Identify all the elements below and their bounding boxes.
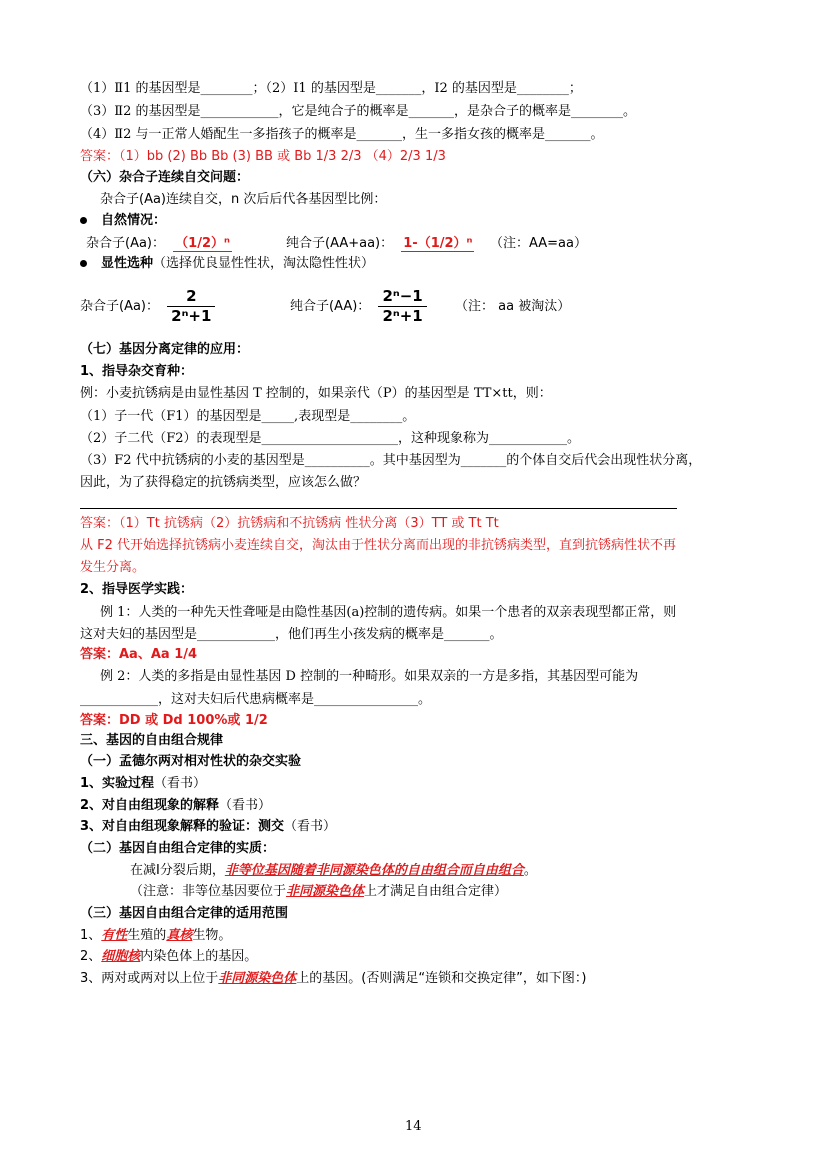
- hom-value: 1-（1/2）ⁿ: [403, 236, 473, 251]
- scope-1: [80, 926, 231, 946]
- essence-red: 非等位基因随着非同源染色体的自由组合而自由组合: [224, 863, 524, 878]
- sub-heading-breeding: 1、指导杂交育种：: [80, 364, 194, 379]
- item-verification-label: 3、对自由组现象解释的验证：测交: [80, 819, 285, 834]
- scope-1-num: 1、: [80, 928, 102, 943]
- question-line-2: （3）Ⅱ2 的基因型是____________，它是纯合子的概率是_______，是杂合子的概率是________。: [80, 104, 637, 119]
- scope-2: [80, 947, 257, 967]
- item-verification: [80, 817, 336, 837]
- item-experiment: [80, 774, 206, 794]
- note-prefix: （注意：非等位基因要位于: [130, 884, 287, 899]
- wheat-answer-3: 发生分离。: [80, 560, 146, 575]
- wheat-q3-line1: （3）F2 代中抗锈病的小麦的基因型是__________。其中基因型为_______的个体自交后代会出现性状分离，: [80, 453, 702, 468]
- answer-line: 答案：（1）bb (2) Bb Bb (3) BB 或 Bb 1/3 2/3 （4）2/3 1/3: [80, 149, 446, 164]
- wheat-q1: （1）子一代（F1）的基因型是_____,表现型是________。: [80, 409, 416, 424]
- scope-1-end: 生物。: [192, 928, 232, 943]
- item-experiment-note: （看书）: [154, 776, 207, 791]
- example-wheat: 例：小麦抗锈病是由显性基因 T 控制的，如果亲代（P）的基因型是 TT×tt，则：: [80, 386, 552, 401]
- section-7-heading: （七）基因分离定律的应用：: [80, 342, 250, 357]
- scope-3: [80, 969, 586, 989]
- example-2-line1: 例 2：人类的多指是由显性基因 D 控制的一种畸形。如果双亲的一方是多指，其基因型可能为: [100, 669, 639, 684]
- het2-label: 杂合子(Aa)：: [80, 299, 160, 314]
- het-value: （1/2）ⁿ: [175, 236, 230, 251]
- dominant-desc: （选择优良显性性状，淘汰隐性性状）: [153, 256, 375, 271]
- example-1-line1: 例 1：人类的一种先天性聋哑是由隐性基因(a)控制的遗传病。如果一个患者的双亲表现型都正常，则: [100, 605, 677, 620]
- example-2-answer: 答案：DD 或 Dd 100%或 1/2: [80, 713, 268, 728]
- section-6-heading: （六）杂合子连续自交问题：: [80, 170, 250, 185]
- dominant-label: 显性选种: [101, 256, 154, 271]
- dominant-selection-row: [80, 254, 374, 274]
- scope-3-end: 上的基因。(否则满足“连锁和交换定律”，如下图：): [296, 971, 587, 986]
- example-1-answer: 答案：Aa、Aa 1/4: [80, 647, 198, 662]
- hom2-fraction: [378, 287, 426, 326]
- section-6-intro: 杂合子(Aa)连续自交，n 次后后代各基因型比例：: [100, 192, 387, 207]
- item-explanation-note: （看书）: [219, 798, 272, 813]
- scope-3-red: 非同源染色体: [218, 971, 297, 986]
- section-3-2-heading: （二）基因自由组合定律的实质：: [80, 841, 276, 856]
- het-label: 杂合子(Aa)：: [86, 236, 166, 251]
- bullet-icon: [80, 217, 87, 224]
- item-explanation: [80, 796, 271, 816]
- note-end: 上才满足自由组合定律）: [364, 884, 508, 899]
- example-2-line2: ____________，这对夫妇后代患病概率是________________。: [80, 692, 432, 707]
- page-number: 14: [405, 1119, 422, 1134]
- section-3-1-heading: （一）孟德尔两对相对性状的杂交实验: [80, 754, 302, 769]
- scope-2-red: 细胞核: [101, 949, 141, 964]
- natural-case-label: 自然情况：: [101, 213, 167, 228]
- item-experiment-label: 1、实验过程: [80, 776, 155, 791]
- note-red: 非同源染色体: [286, 884, 365, 899]
- item-explanation-label: 2、对自由组现象的解释: [80, 798, 220, 813]
- wheat-q2: （2）子二代（F2）的表现型是_____________________，这种现象称为____________。: [80, 431, 581, 446]
- essence-end: 。: [523, 863, 537, 878]
- bullet-icon: [80, 260, 87, 267]
- essence-prefix: 在减Ⅰ分裂后期，: [130, 863, 225, 878]
- het2-fraction: [167, 287, 215, 326]
- section-3-3-heading: （三）基因自由组合定律的适用范围: [80, 906, 289, 921]
- scope-3-prefix: 3、两对或两对以上位于: [80, 971, 219, 986]
- scope-1-red2: 真核: [166, 928, 193, 943]
- item-verification-note: （看书）: [284, 819, 337, 834]
- het2-denominator: 2ⁿ+1: [167, 306, 215, 326]
- note-aa-eliminated: （注： aa 被淘汰）: [455, 299, 571, 314]
- hom2-denominator: 2ⁿ+1: [378, 306, 426, 326]
- wheat-answer-2: 从 F2 代开始选择抗锈病小麦连续自交，淘汰由于性状分离而出现的非抗锈病类型，直到抗锈病性状不再: [80, 538, 677, 553]
- hom2-numerator: 2ⁿ−1: [382, 287, 423, 305]
- sub-heading-medical: 2、指导医学实践：: [80, 582, 194, 597]
- dominant-het-formula: [80, 285, 219, 329]
- natural-case-formula: [86, 234, 232, 254]
- hom-label: 纯合子(AA+aa)：: [286, 236, 394, 251]
- question-line-1: （1）Ⅱ1 的基因型是________；（2）Ⅰ1 的基因型是_______，Ⅰ2 的基因型是________；: [80, 81, 582, 96]
- dominant-hom-formula: [290, 285, 431, 329]
- natural-case-row: [80, 211, 166, 231]
- hom2-label: 纯合子(AA)：: [290, 299, 371, 314]
- scope-2-end: 内染色体上的基因。: [140, 949, 258, 964]
- wheat-answer-1: 答案：（1）Tt 抗锈病（2）抗锈病和不抗锈病 性状分离（3）TT 或 Tt Tt: [80, 516, 499, 531]
- scope-1-red1: 有性: [101, 928, 128, 943]
- scope-2-num: 2、: [80, 949, 102, 964]
- answer-blank-line: [80, 508, 677, 509]
- question-line-3: （4）Ⅱ2 与一正常人婚配生一多指孩子的概率是_______，生一多指女孩的概率是_______。: [80, 127, 604, 142]
- scope-1-mid: 生殖的: [127, 928, 167, 943]
- essence-note: [130, 882, 507, 902]
- wheat-q3-line2: 因此，为了获得稳定的抗锈病类型，应该怎么做？: [80, 475, 367, 490]
- hom-formula: [286, 234, 474, 254]
- note-aa: （注：AA=aa）: [490, 236, 587, 251]
- chapter-3-heading: 三、基因的自由组合规律: [80, 733, 224, 748]
- essence-line: [130, 861, 537, 881]
- example-1-line2: 这对夫妇的基因型是____________，他们再生小孩发病的概率是_______。: [80, 627, 503, 642]
- het2-numerator: 2: [186, 287, 197, 305]
